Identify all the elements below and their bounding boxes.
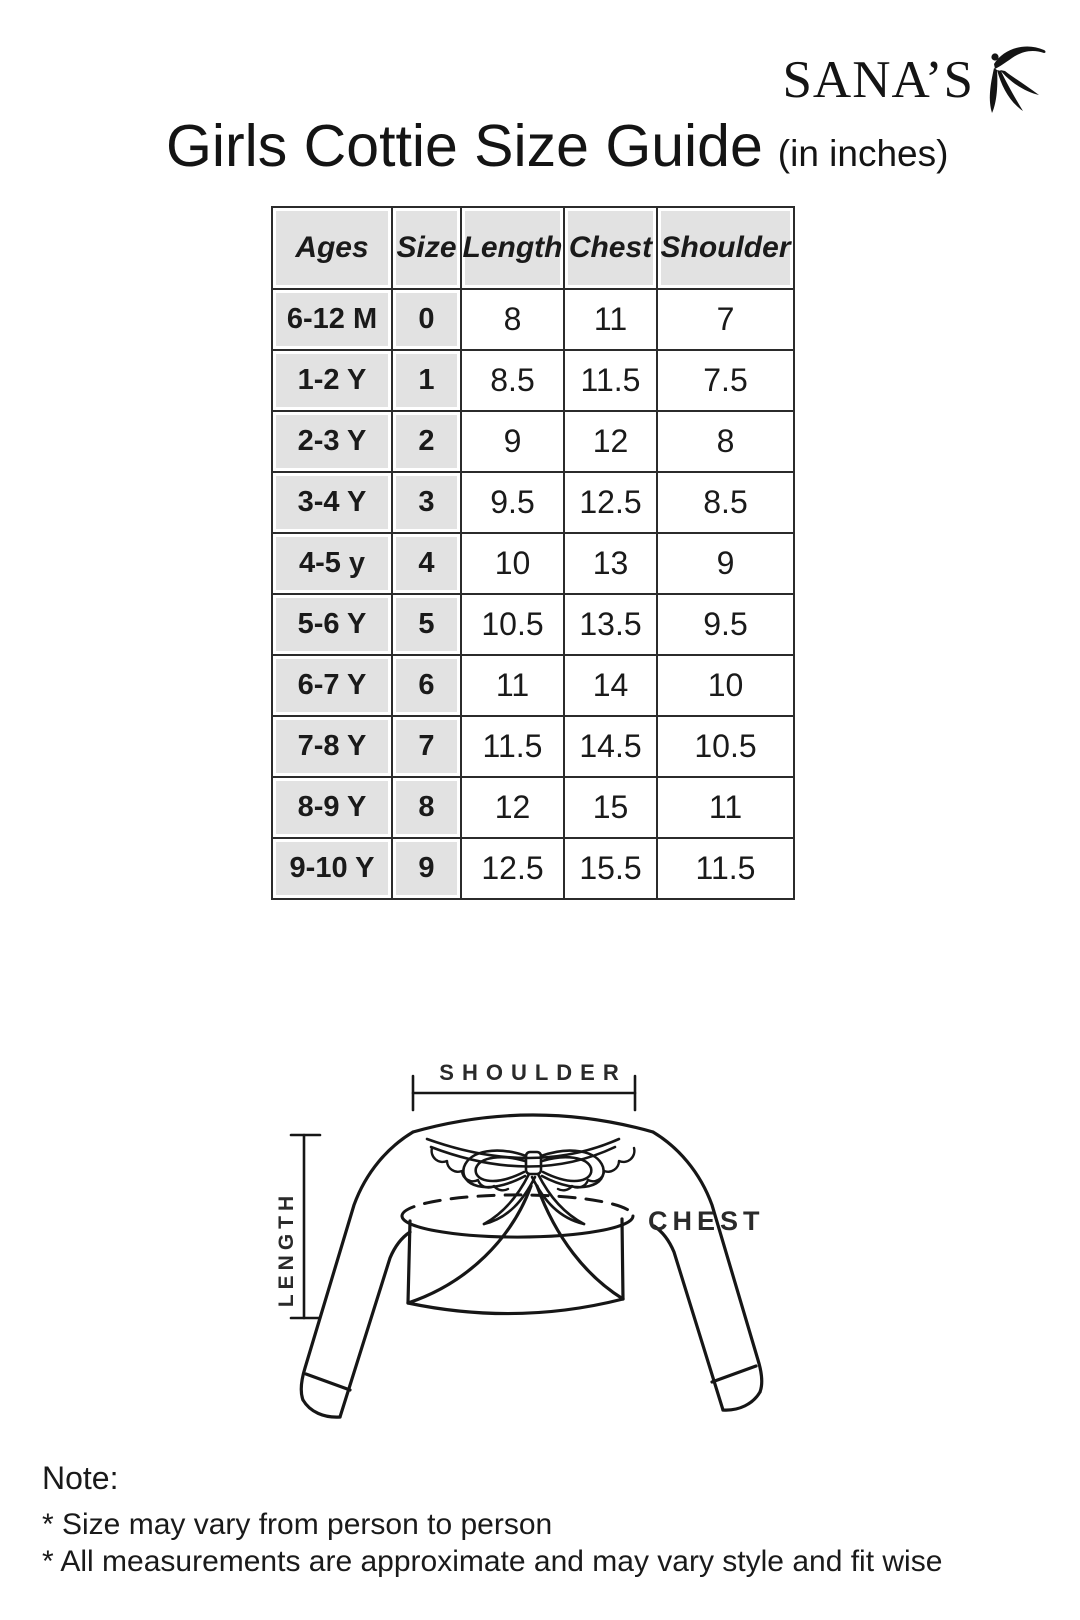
ages-cell: 8-9 Y — [272, 777, 392, 838]
chest-cell: 14 — [564, 655, 657, 716]
flowing-dress-icon — [978, 40, 1050, 121]
chest-cell: 12 — [564, 411, 657, 472]
length-cell: 9.5 — [461, 472, 564, 533]
shoulder-cell: 8 — [657, 411, 794, 472]
ages-cell: 4-5 y — [272, 533, 392, 594]
chest-cell: 11.5 — [564, 350, 657, 411]
length-cell: 12.5 — [461, 838, 564, 899]
page-title — [166, 112, 948, 180]
length-cell: 10 — [461, 533, 564, 594]
col-header-length: Length — [461, 207, 564, 289]
cardigan-outline — [301, 1115, 761, 1417]
chest-label: CHEST — [648, 1206, 765, 1236]
col-header-ages: Ages — [272, 207, 392, 289]
col-header-chest: Chest — [564, 207, 657, 289]
col-header-shoulder: Shoulder — [657, 207, 794, 289]
table-row — [272, 533, 794, 594]
brand-logo — [782, 40, 1050, 121]
table-row — [272, 655, 794, 716]
length-cell: 10.5 — [461, 594, 564, 655]
size-cell: 1 — [392, 350, 461, 411]
length-cell: 9 — [461, 411, 564, 472]
size-cell: 4 — [392, 533, 461, 594]
length-label: LENGTH — [275, 1190, 298, 1308]
shoulder-cell: 11.5 — [657, 838, 794, 899]
ages-cell: 3-4 Y — [272, 472, 392, 533]
table-row — [272, 472, 794, 533]
chest-cell: 11 — [564, 289, 657, 350]
shoulder-cell: 9.5 — [657, 594, 794, 655]
table-row — [272, 350, 794, 411]
col-header-size: Size — [392, 207, 461, 289]
ages-cell: 6-12 M — [272, 289, 392, 350]
shoulder-cell: 7.5 — [657, 350, 794, 411]
shoulder-label: SHOULDER — [439, 1060, 627, 1085]
ages-cell: 5-6 Y — [272, 594, 392, 655]
chest-cell: 12.5 — [564, 472, 657, 533]
notes-section — [42, 1460, 942, 1580]
size-cell: 5 — [392, 594, 461, 655]
shoulder-cell: 10 — [657, 655, 794, 716]
length-cell: 11.5 — [461, 716, 564, 777]
table-row — [272, 777, 794, 838]
ages-cell: 7-8 Y — [272, 716, 392, 777]
size-cell: 2 — [392, 411, 461, 472]
length-cell: 8 — [461, 289, 564, 350]
size-table — [271, 206, 795, 900]
ages-cell: 2-3 Y — [272, 411, 392, 472]
chest-cell: 15 — [564, 777, 657, 838]
ages-cell: 9-10 Y — [272, 838, 392, 899]
length-cell: 12 — [461, 777, 564, 838]
length-cell: 8.5 — [461, 350, 564, 411]
note-item: * Size may vary from person to person — [42, 1508, 553, 1541]
brand-name: SANA’S — [782, 51, 974, 109]
shoulder-cell: 8.5 — [657, 472, 794, 533]
table-row — [272, 594, 794, 655]
title-main: Girls Cottie Size Guide — [166, 113, 763, 179]
measurement-diagram — [0, 985, 1080, 1455]
size-table-body — [272, 289, 794, 899]
chest-cell: 15.5 — [564, 838, 657, 899]
note-heading: Note: — [42, 1460, 119, 1496]
shoulder-cell: 7 — [657, 289, 794, 350]
size-cell: 6 — [392, 655, 461, 716]
size-table-header-row — [272, 207, 794, 289]
table-row — [272, 411, 794, 472]
note-item: * All measurements are approximate and may vary style and fit wise — [42, 1545, 943, 1578]
table-row — [272, 716, 794, 777]
shoulder-cell: 9 — [657, 533, 794, 594]
ages-cell: 6-7 Y — [272, 655, 392, 716]
chest-cell: 14.5 — [564, 716, 657, 777]
size-cell: 8 — [392, 777, 461, 838]
ages-cell: 1-2 Y — [272, 350, 392, 411]
size-cell: 7 — [392, 716, 461, 777]
length-cell: 11 — [461, 655, 564, 716]
chest-cell: 13.5 — [564, 594, 657, 655]
chest-cell: 13 — [564, 533, 657, 594]
size-cell: 0 — [392, 289, 461, 350]
shoulder-cell: 10.5 — [657, 716, 794, 777]
size-cell: 9 — [392, 838, 461, 899]
table-row — [272, 289, 794, 350]
shoulder-cell: 11 — [657, 777, 794, 838]
size-cell: 3 — [392, 472, 461, 533]
table-row — [272, 838, 794, 899]
title-unit: (in inches) — [777, 133, 949, 174]
